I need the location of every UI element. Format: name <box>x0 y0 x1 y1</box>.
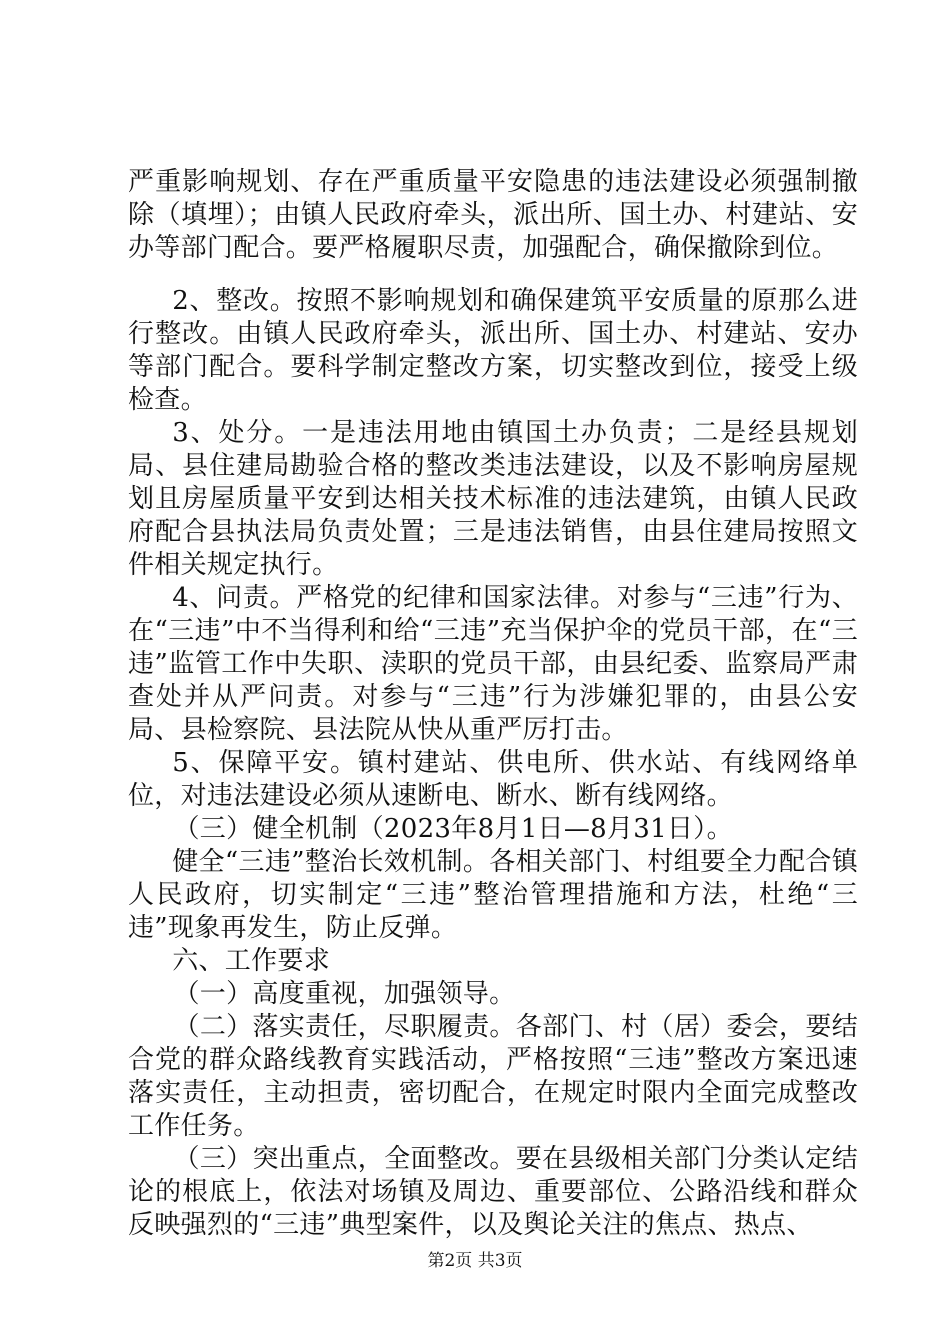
paragraph-demolition-continued: 严重影响规划、存在严重质量平安隐患的违法建设必须强制撤除（填埋）；由镇人民政府牵头，派出所、国土办、村建站、安办等部门配合。要严格履职尽责，加强配合，确保撤除到位。 <box>128 167 858 263</box>
heading-work-requirements: 六、工作要求 <box>172 946 330 976</box>
page-number-footer: 第2页 共3页 <box>427 1251 523 1271</box>
heading-improve-mechanism: （三）健全机制（2023年8月1日—8月31日）。 <box>173 814 733 844</box>
paragraph-long-term-mechanism: 健全“三违”整治长效机制。各相关部门、村组要全力配合镇人民政府，切实制定“三违”整治管理措施和方法，杜绝“三违”现象再发生，防止反弹。 <box>128 847 858 943</box>
paragraph-rectification: 2、整改。按照不影响规划和确保建筑平安质量的原那么进行整改。由镇人民政府牵头，派出所、国土办、村建站、安办等部门配合。要科学制定整改方案，切实整改到位，接受上级检查。 <box>128 286 858 415</box>
paragraph-safety-guarantee: 5、保障平安。镇村建站、供电所、供水站、有线网络单位，对违法建设必须从速断电、断水、断有线网络。 <box>128 748 858 811</box>
paragraph-implement-responsibility: （二）落实责任，尽职履责。各部门、村（居）委会，要结合党的群众路线教育实践活动，严格按照“三违”整改方案迅速落实责任，主动担责，密切配合，在规定时限内全面完成整改工作任务。 <box>128 1012 858 1141</box>
paragraph-penalty: 3、处分。一是违法用地由镇国土办负责；二是经县规划局、县住建局勘验合格的整改类违法建设，以及不影响房屋规划且房屋质量平安到达相关技术标准的违法建筑，由镇人民政府配合县执法局负责处置；三是违法销售，由县住建局按照文件相关规定执行。 <box>128 418 858 580</box>
heading-attach-importance: （一）高度重视，加强领导。 <box>173 979 516 1009</box>
paragraph-highlight-key-points: （三）突出重点，全面整改。要在县级相关部门分类认定结论的根底上，依法对场镇及周边、重要部位、公路沿线和群众反映强烈的“三违”典型案件，以及舆论关注的焦点、热点、 <box>128 1144 858 1240</box>
paragraph-accountability: 4、问责。严格党的纪律和国家法律。对参与“三违”行为、在“三违”中不当得利和给“三违”充当保护伞的党员干部，在“三违”监管工作中失职、渎职的党员干部，由县纪委、监察局严肃查处并从严问责。对参与“三违”行为涉嫌犯罪的，由县公安局、县检察院、县法院从快从重严厉打击。 <box>128 583 858 745</box>
document-body <box>128 166 858 1242</box>
